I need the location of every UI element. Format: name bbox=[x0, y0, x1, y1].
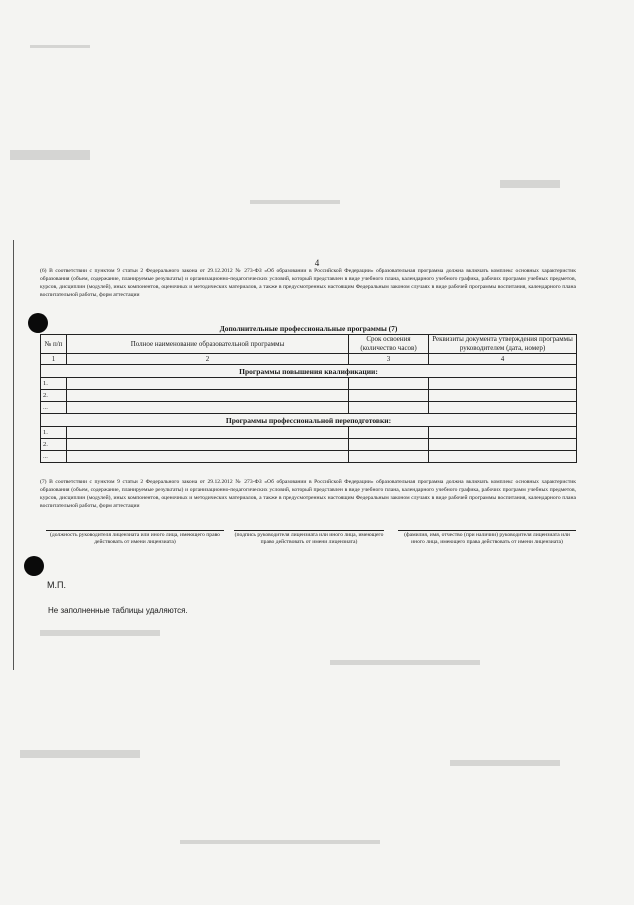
page-number: 4 bbox=[314, 258, 320, 268]
section-title-qualification: Программы повышения квалификации: bbox=[41, 365, 577, 378]
header-number: № п/п bbox=[41, 335, 67, 354]
scan-noise bbox=[180, 840, 380, 844]
table-row bbox=[41, 439, 577, 451]
table-cell bbox=[67, 378, 349, 390]
table-cell bbox=[67, 402, 349, 414]
footnote-6: (6) В соответствии с пунктом 9 статьи 2 Федерального закона от 29.12.2012 № 273-ФЗ «Об образовании в Российской Федерации» образовательная программа должна включать комплекс основных характеристик образования (объем, содержание, планируемые результаты) и организационно-педагогических условий, который представлен в виде учебного плана, календарного учебного графика, рабочих программ учебных предметов, курсов, дисциплин (модулей), иных компонентов, оценочных и методических материалов, а также в предусмотренных настоящим Федеральным законом случаях в виде рабочей программы воспитания, календарного плана воспитательной работы, форм аттестации bbox=[40, 268, 576, 298]
table-cell bbox=[67, 439, 349, 451]
row-number: 2. bbox=[41, 439, 67, 451]
section-title-retraining: Программы профессиональной переподготовки: bbox=[41, 414, 577, 427]
table-cell bbox=[429, 390, 577, 402]
section-row-retraining bbox=[41, 414, 577, 427]
binding-edge-line bbox=[13, 240, 14, 670]
table-cell bbox=[349, 390, 429, 402]
table-row bbox=[41, 390, 577, 402]
table-caption: Дополнительные профессиональные программы (7) bbox=[219, 324, 398, 333]
table-row bbox=[41, 427, 577, 439]
table-cell bbox=[67, 451, 349, 463]
column-number-row bbox=[41, 354, 577, 365]
column-number: 1 bbox=[41, 354, 67, 365]
table-cell bbox=[349, 439, 429, 451]
scan-noise bbox=[30, 45, 90, 48]
column-number: 4 bbox=[429, 354, 577, 365]
punch-hole bbox=[24, 556, 44, 576]
table-header-row bbox=[41, 335, 577, 354]
row-number: 1. bbox=[41, 378, 67, 390]
table-row bbox=[41, 451, 577, 463]
programs-table bbox=[40, 324, 577, 463]
footnote-7: (7) В соответствии с пунктом 9 статьи 2 Федерального закона от 29.12.2012 № 273-ФЗ «Об образовании в Российской Федерации» образовательная программа должна включать комплекс основных характеристик образования (объем, содержание, планируемые результаты) и организационно-педагогических условий, который представлен в виде учебного плана, календарного учебного графика, рабочих программ учебных предметов, курсов, дисциплин (модулей), иных компонентов, оценочных и методических материалов, а также в предусмотренных настоящим Федеральным законом случаях в виде рабочей программы воспитания, календарного плана воспитательной работы, форм аттестации bbox=[40, 479, 576, 509]
scan-noise bbox=[450, 760, 560, 766]
table-cell bbox=[429, 402, 577, 414]
column-number: 3 bbox=[349, 354, 429, 365]
table-row bbox=[41, 402, 577, 414]
scan-noise bbox=[500, 180, 560, 188]
scan-noise bbox=[20, 750, 140, 758]
header-duration: Срок освоения (количество часов) bbox=[349, 335, 429, 354]
position-caption: (должность руководителя лицензиата или иного лица, имеющего право действовать от имени лицензиата) bbox=[46, 530, 224, 546]
table-cell bbox=[349, 427, 429, 439]
table-cell bbox=[429, 451, 577, 463]
footer-note: Не заполненные таблицы удаляются. bbox=[48, 606, 188, 615]
signature-caption: (подпись руководителя лицензиата или иного лица, имеющего право действовать от имени лицензиата) bbox=[234, 532, 384, 545]
table-cell bbox=[429, 427, 577, 439]
signature-block-position bbox=[46, 530, 224, 546]
table-cell bbox=[349, 402, 429, 414]
row-number: ... bbox=[41, 402, 67, 414]
table-cell bbox=[67, 427, 349, 439]
scan-noise bbox=[40, 630, 160, 636]
scan-noise bbox=[330, 660, 480, 665]
table-cell bbox=[429, 439, 577, 451]
table-cell bbox=[429, 378, 577, 390]
stamp-place-label: М.П. bbox=[47, 580, 66, 590]
header-program-name: Полное наименование образовательной программы bbox=[67, 335, 349, 354]
scan-noise bbox=[10, 150, 90, 160]
table-cell bbox=[349, 451, 429, 463]
row-number: 2. bbox=[41, 390, 67, 402]
table-cell bbox=[349, 378, 429, 390]
row-number: 1. bbox=[41, 427, 67, 439]
table-cell bbox=[67, 390, 349, 402]
scan-noise bbox=[250, 200, 340, 204]
signature-block-name bbox=[398, 530, 576, 546]
signature-block-signature bbox=[234, 530, 384, 546]
header-approval-details: Реквизиты документа утверждения программы руководителем (дата, номер) bbox=[429, 335, 577, 354]
column-number: 2 bbox=[67, 354, 349, 365]
name-caption: (фамилия, имя, отчество (при наличии) руководителя лицензиата или иного лица, имеющего права действовать от имени лицензиата) bbox=[398, 530, 576, 546]
section-row-qualification bbox=[41, 365, 577, 378]
table-row bbox=[41, 378, 577, 390]
row-number: ... bbox=[41, 451, 67, 463]
